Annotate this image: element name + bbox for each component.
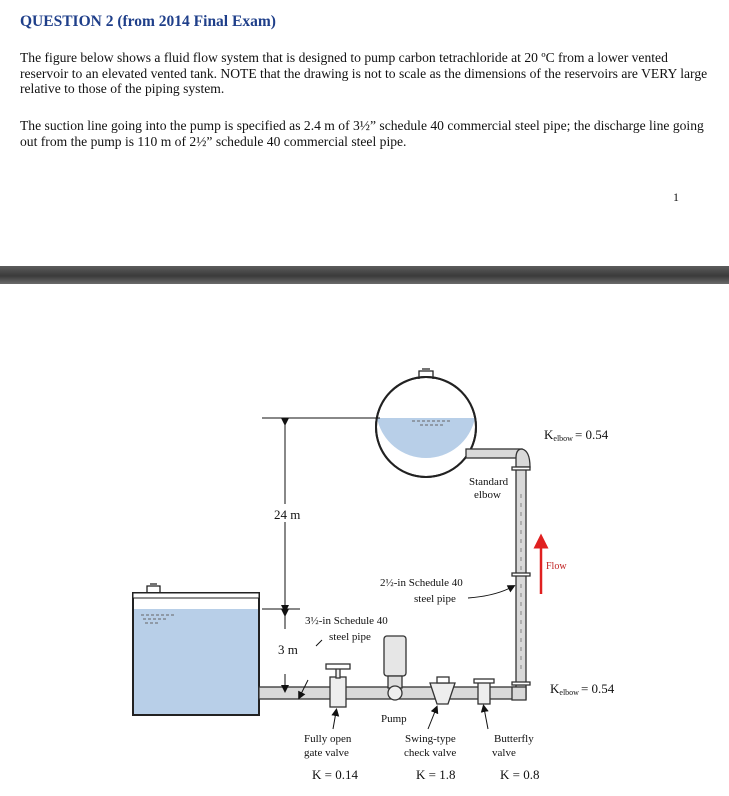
discharge-pipe-label-1: 2½-in Schedule 40 [380, 577, 463, 589]
pump-label: Pump [381, 713, 407, 725]
check-valve-label-2: check valve [404, 747, 457, 759]
swing-check-valve [430, 677, 455, 704]
standard-elbow-label-2: elbow [474, 489, 501, 501]
k-butterfly-valve: K = 0.8 [500, 767, 540, 782]
fluid-system-diagram [0, 284, 729, 791]
discharge-riser [516, 467, 526, 699]
butterfly-valve-label-1: Butterfly [494, 733, 534, 745]
flow-label: Flow [546, 561, 567, 572]
k-gate-valve: K = 0.14 [312, 767, 358, 782]
lower-reservoir-water [133, 609, 259, 715]
height-upper-label: 24 m [274, 507, 301, 522]
question-title: QUESTION 2 (from 2014 Final Exam) [20, 13, 276, 30]
gate-valve-label-1: Fully open [304, 733, 352, 745]
k-elbow-bottom-label: Kelbow = 0.54 [550, 681, 615, 697]
discharge-pipe-label-2: steel pipe [414, 593, 456, 605]
height-lower-label: 3 m [278, 642, 298, 657]
standard-elbow-label-1: Standard [469, 476, 509, 488]
suction-pipe-label-2: steel pipe [329, 631, 371, 643]
check-valve-label-1: Swing-type [405, 733, 456, 745]
problem-paragraph-1: The figure below shows a fluid flow system that is designed to pump carbon tetrachloride at 20 ºC from a lower vented reservoir to an elevated vented tank. NOTE that the drawing is not to scale as the dimensions of the reservoirs are VERY large relative to those of the piping system. [20, 50, 708, 96]
standard-elbow [516, 449, 530, 467]
upper-tank [376, 369, 476, 477]
gate-valve-label-2: gate valve [304, 747, 349, 759]
gate-valve [326, 664, 350, 707]
butterfly-valve-label-2: valve [492, 747, 516, 759]
vent-icon [147, 584, 160, 593]
lower-reservoir [133, 584, 259, 715]
problem-paragraph-2: The suction line going into the pump is specified as 2.4 m of 3½” schedule 40 commercial steel pipe; the discharge line going out from the pump is 110 m of 2½” schedule 40 commercial steel pipe. [20, 118, 704, 149]
tank-inlet-pipe [466, 449, 522, 458]
page-number: 1 [673, 190, 679, 204]
k-elbow-top-label: Kelbow = 0.54 [544, 427, 609, 443]
k-check-valve: K = 1.8 [416, 767, 456, 782]
fluid-system-figure [0, 284, 729, 791]
question-page [0, 0, 729, 262]
suction-pipe-label-1: 3½-in Schedule 40 [305, 615, 388, 627]
page-separator [0, 266, 729, 284]
